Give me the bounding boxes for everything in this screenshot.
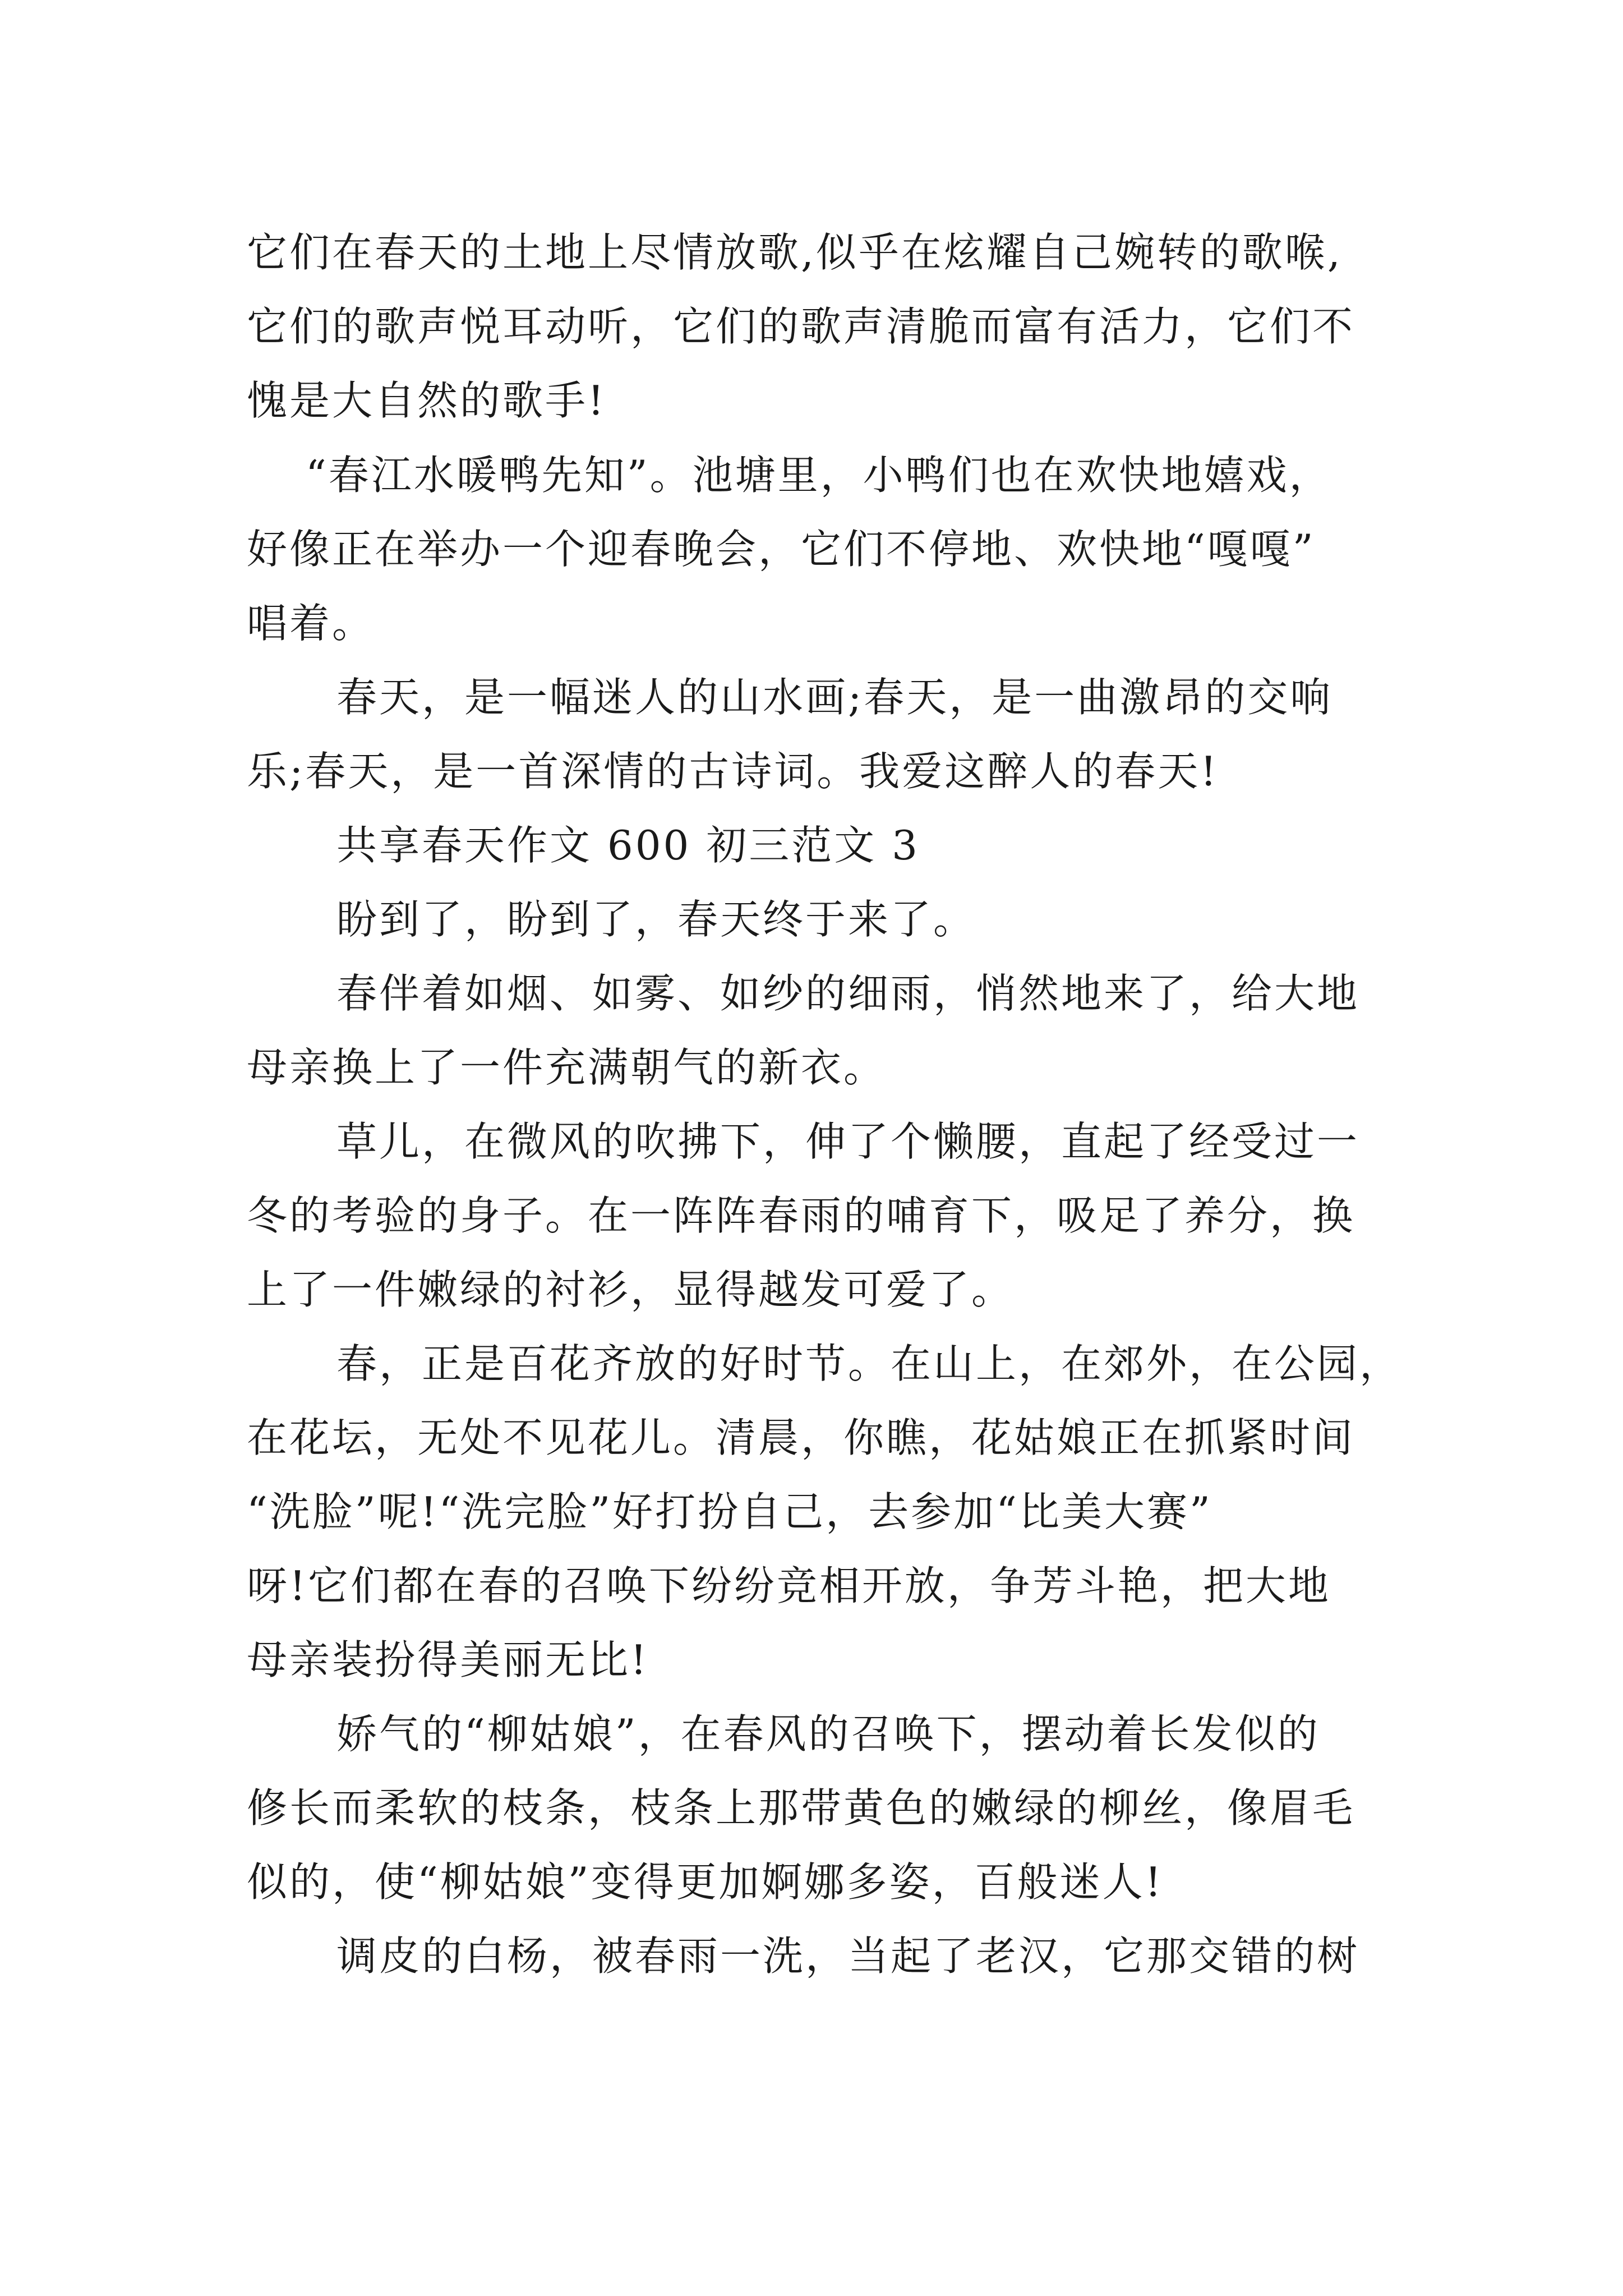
text-line: 娇气的“柳姑娘”，在春风的召唤下，摆动着长发似的	[336, 1710, 1320, 1757]
text-line: 冬的考验的身子。在一阵阵春雨的哺育下，吸足了养分，换	[247, 1192, 1355, 1239]
text-line: 春，正是百花齐放的好时节。在山上，在郊外，在公园，	[336, 1340, 1403, 1387]
text-line: 唱着。	[247, 600, 375, 647]
text-line: 它们在春天的土地上尽情放歌,似乎在炫耀自己婉转的歌喉,	[247, 229, 1343, 276]
text-line: 母亲换上了一件充满朝气的新衣。	[247, 1044, 887, 1091]
text-line: 它们的歌声悦耳动听，它们的歌声清脆而富有活力，它们不	[247, 303, 1355, 350]
text-line: 呀!它们都在春的召唤下纷纷竞相开放，争芳斗艳，把大地	[247, 1562, 1331, 1609]
text-line: 上了一件嫩绿的衬衫，显得越发可爱了。	[247, 1266, 1015, 1313]
text-line: “春江水暖鸭先知”。池塘里，小鸭们也在欢快地嬉戏，	[306, 452, 1332, 499]
text-line: 修长而柔软的枝条，枝条上那带黄色的嫩绿的柳丝，像眉毛	[247, 1784, 1355, 1832]
text-line: 母亲装扮得美丽无比!	[247, 1636, 649, 1683]
text-line: 调皮的白杨，被春雨一洗，当起了老汉，它那交错的树	[336, 1932, 1360, 1980]
text-line: 在花坛，无处不见花儿。清晨，你瞧，花姑娘正在抓紧时间	[247, 1414, 1355, 1461]
text-line: 愧是大自然的歌手!	[247, 377, 606, 424]
text-line: 春天，是一幅迷人的山水画;春天，是一曲激昂的交响	[336, 674, 1333, 721]
text-line: 好像正在举办一个迎春晚会，它们不停地、欢快地“嘎嘎”	[247, 526, 1316, 573]
text-line: “洗脸”呢!“洗完脸”好打扮自己，去参加“比美大赛”	[247, 1488, 1212, 1535]
text-line: 春伴着如烟、如雾、如纱的细雨，悄然地来了，给大地	[336, 970, 1360, 1017]
text-line: 似的，使“柳姑娘”变得更加婀娜多姿，百般迷人!	[247, 1858, 1164, 1906]
text-line: 乐;春天，是一首深情的古诗词。我爱这醉人的春天!	[247, 748, 1219, 795]
section-heading: 共享春天作文 600 初三范文 3	[336, 822, 920, 869]
text-line: 盼到了，盼到了，春天终于来了。	[336, 896, 976, 943]
text-line: 草儿，在微风的吹拂下，伸了个懒腰，直起了经受过一	[336, 1118, 1360, 1165]
